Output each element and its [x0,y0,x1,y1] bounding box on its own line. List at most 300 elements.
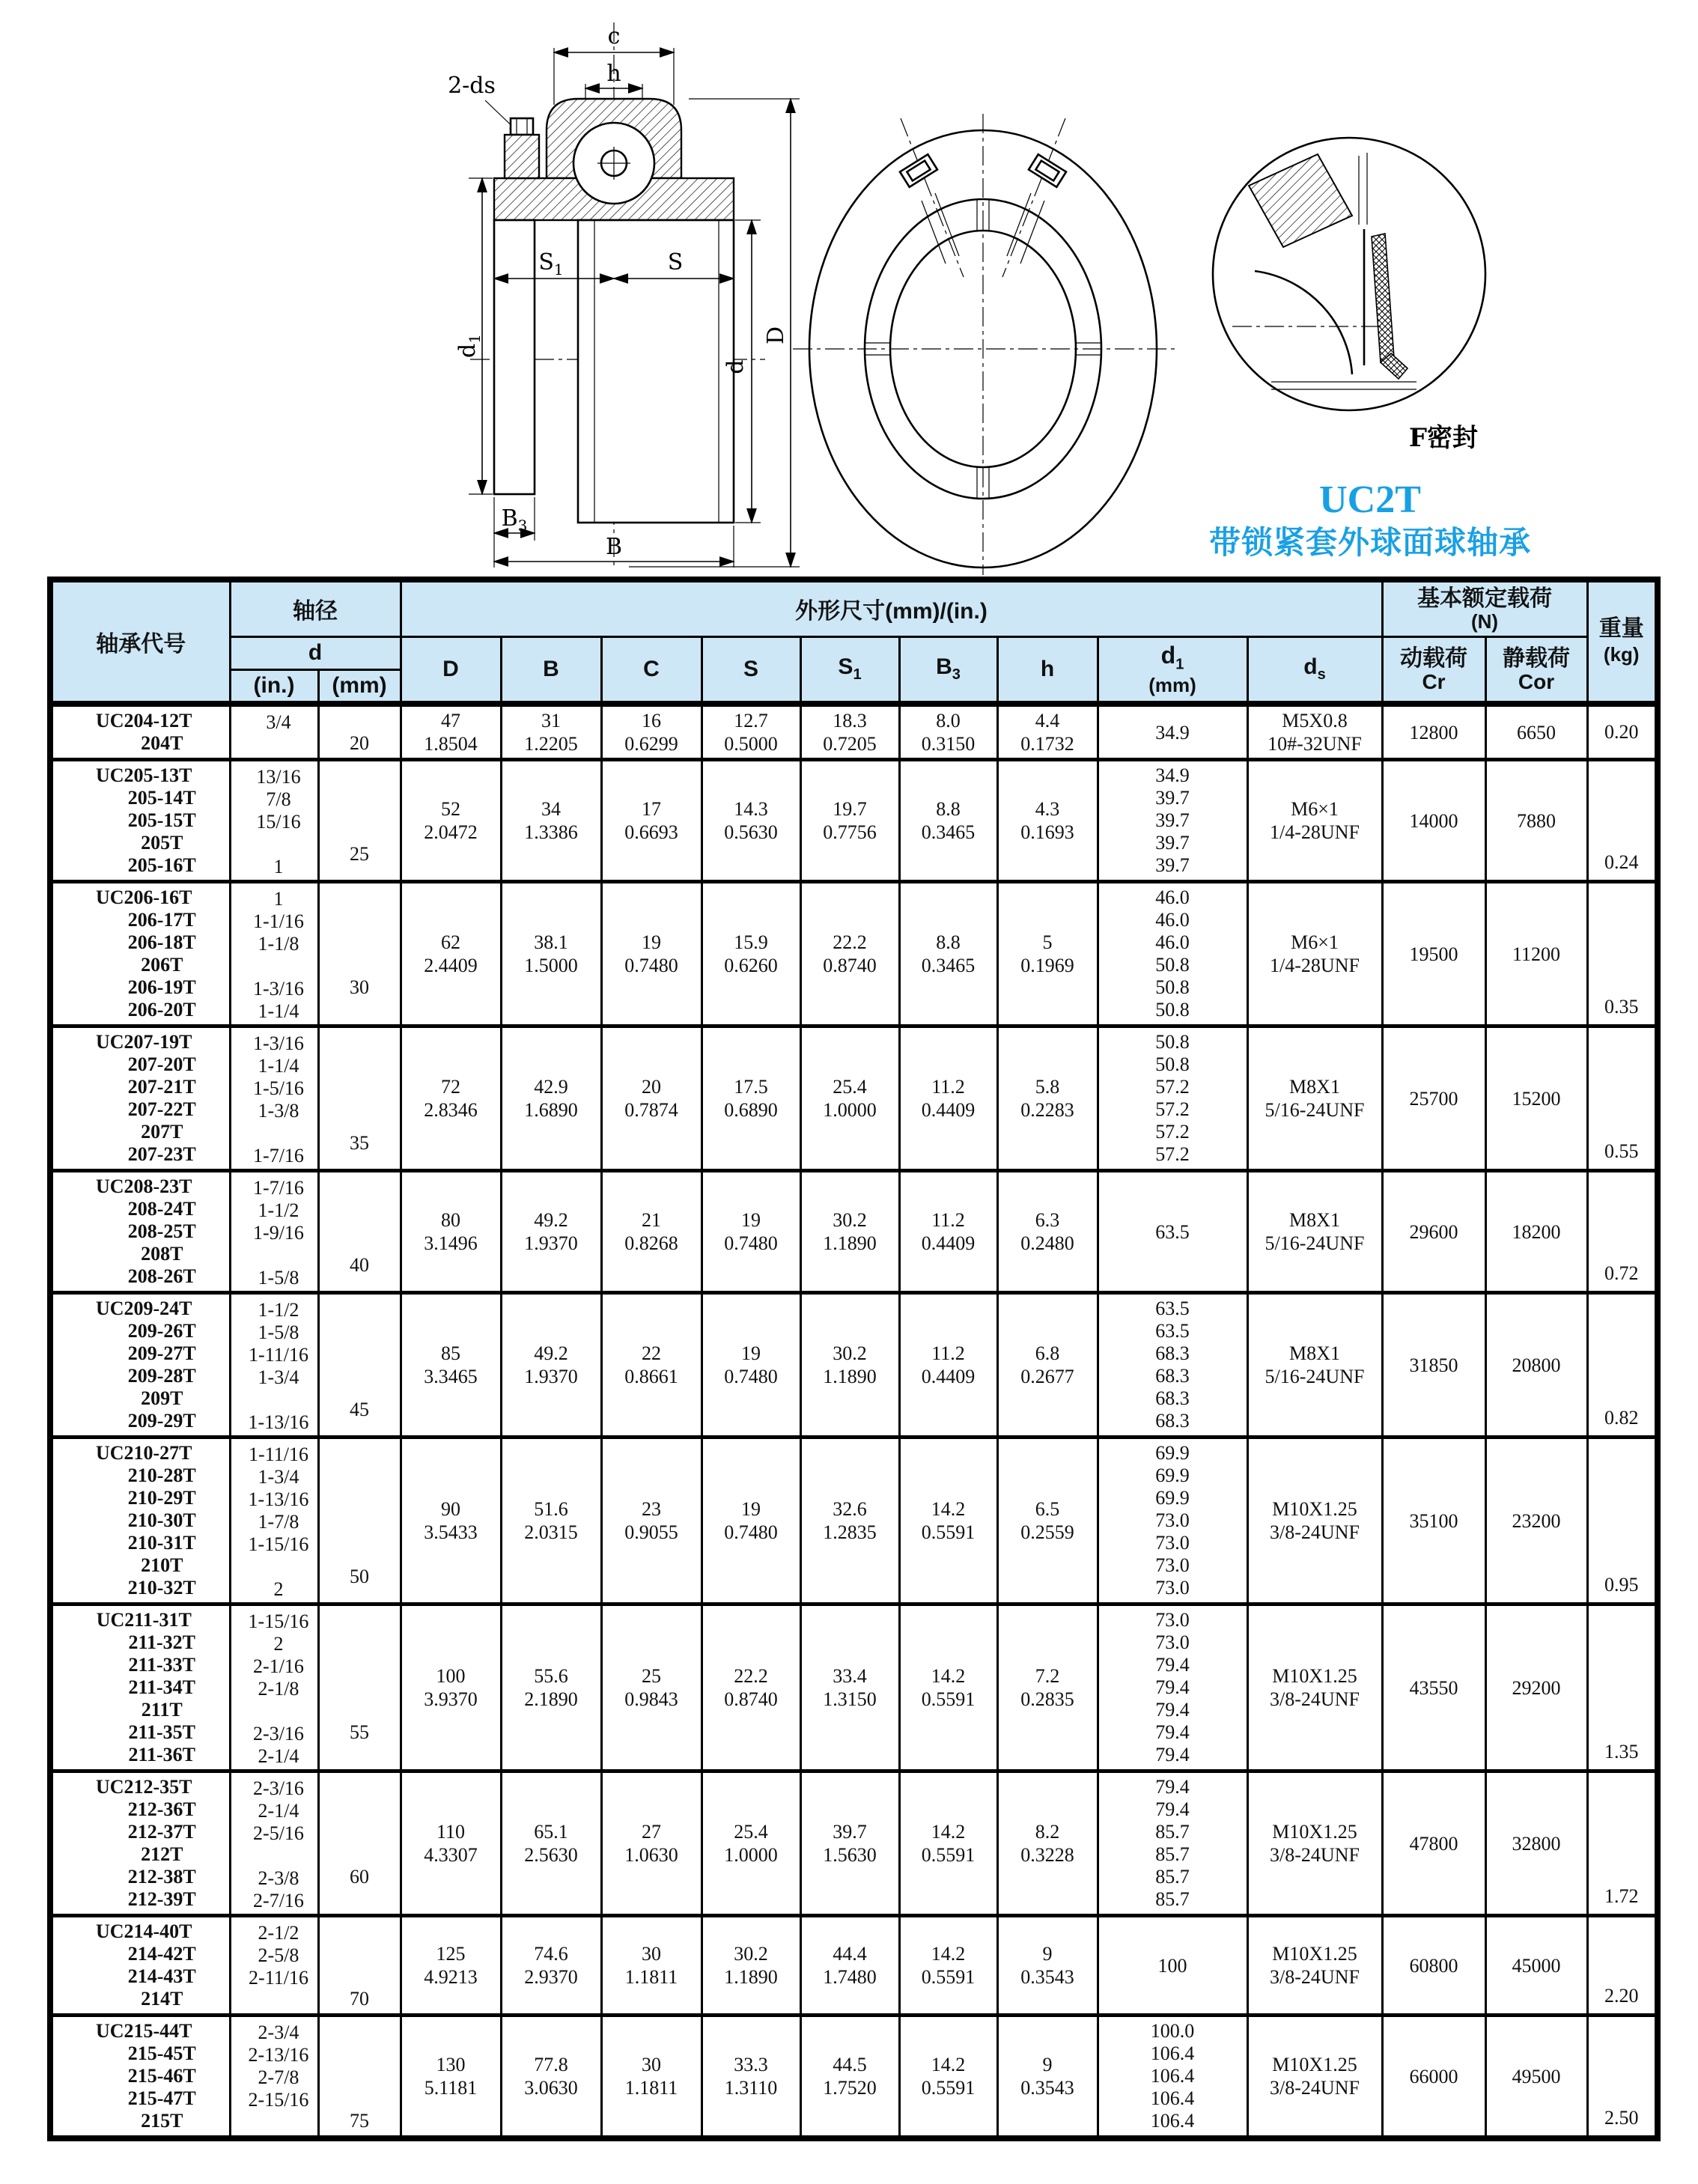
dim-D-value: 62 [441,931,460,953]
static-load-cell [1485,2016,1587,2139]
dynamic-load-cell [1382,882,1485,1026]
dim-h-value: 4.4 [1035,710,1060,731]
dynamic-load-cell [1382,1293,1485,1438]
mm-cell [318,1438,401,1604]
dim-B3-value: 14.2 [931,2054,966,2075]
dim-d1-cell [1098,1293,1247,1438]
dynamic-load-value: 19500 [1409,943,1458,965]
bearing-code: 214-42T [127,1943,196,1965]
static-load-value: 6650 [1517,721,1556,743]
dim-S-value: 22.2 [734,1665,768,1687]
shaft-inch-value: 2-5/16 [253,1822,304,1844]
dim-h-value: 0.3543 [1020,2077,1074,2099]
dynamic-load-value: 47800 [1409,1832,1458,1855]
dim-D-value: 130 [436,2054,466,2075]
dim-d1-cell [1098,2016,1247,2139]
static-load-value: 15200 [1512,1087,1561,1110]
dim-C-value: 1.1811 [624,1966,678,1988]
ball-surface-arc [1255,271,1352,374]
dim-h-value: 5.8 [1035,1076,1060,1098]
detail-caption: F密封 [1408,423,1479,453]
shaft-inch-value [240,1989,317,2012]
ds-thread-cell [1247,882,1382,1026]
weight-cell [1587,1293,1658,1438]
dim-C-cell [601,1171,702,1293]
dim-h-value: 0.1732 [1020,733,1074,755]
col-header-bearing-code: 轴承代号 [50,580,230,704]
dim-d1-value: 50.8 [1155,999,1190,1020]
shaft-inch-value: 1-15/16 [248,1610,309,1632]
dim-C-value: 0.8661 [624,1366,678,1387]
bearing-code: 207-22T [127,1098,196,1120]
table-body [50,704,1658,2138]
static-load-cell [1485,1771,1587,1916]
dim-d1-value: 85.7 [1155,1821,1190,1843]
mm-cell [318,1293,401,1438]
shaft-inch-value: 2-1/4 [258,1800,299,1822]
ds-thread-value: 3/8-24UNF [1270,2077,1360,2099]
dim-d1-value: 85.7 [1155,1866,1190,1888]
col-header-ds: $d_s$ [1247,636,1382,704]
dim-D-cell [401,1171,501,1293]
dim-S1-value: 32.6 [833,1498,867,1520]
dim-d1-value: 106.4 [1150,2042,1195,2064]
dim-d1-value: 79.4 [1155,1798,1190,1820]
shaft-inch-value: 15/16 [256,811,301,833]
dim-B-value: 49.2 [534,1342,568,1364]
ds-thread-value: M10X1.25 [1272,1943,1357,1965]
dim-B3-value: 0.4409 [921,1232,976,1254]
ds-thread-value: M10X1.25 [1272,1665,1357,1687]
ds-thread-value: M8X1 [1289,1076,1340,1098]
shaft-inch-value: 2-7/16 [253,1890,304,1911]
dim-B-value: 38.1 [534,931,568,953]
weight-value: 2.50 [1604,2107,1639,2129]
inch-cell [230,760,318,882]
dim-S-cell [702,1293,800,1438]
dim-B-value: 55.6 [534,1665,568,1687]
code-cell [50,704,230,760]
dim-S-value: 0.7480 [724,1521,778,1543]
dim-C-value: 20 [642,1076,661,1098]
weight-cell [1587,1026,1658,1171]
dim-S1-value: 0.7756 [823,821,877,843]
dim-B-value: 65.1 [534,1821,568,1843]
shaft-mm-value: 40 [350,1254,369,1276]
dim-d1-value: 50.8 [1155,976,1190,998]
shaft-inch-value: 2-1/4 [258,1745,299,1767]
weight-cell [1587,760,1658,882]
dim-C-cell [601,1293,702,1438]
col-header-cr: 动载荷 Cr [1382,636,1485,704]
dim-B-cell [501,704,601,760]
dim-B3-cell [899,1438,997,1604]
weight-cell [1587,1916,1658,2016]
dim-C-value: 16 [642,710,661,731]
dynamic-load-value: 43550 [1409,1676,1458,1699]
dim-D-value: 85 [441,1342,460,1364]
ds-thread-value: M10X1.25 [1272,2054,1357,2075]
ds-thread-cell [1247,1771,1382,1916]
shaft-inch-value [240,955,317,978]
dim-D-cell [401,1771,501,1916]
dim-D-cell [401,1026,501,1171]
dim-D-cell [401,1916,501,2016]
dim-S1-cell [800,704,899,760]
series-title-block [1190,479,1550,562]
shaft-inch-value: 2-3/8 [258,1867,299,1889]
dim-C-value: 0.9843 [624,1688,678,1710]
dim-B-value: 2.9370 [524,1966,578,1988]
mm-cell [318,1604,401,1771]
ds-thread-value: 3/8-24UNF [1270,1688,1360,1710]
dim-h-value: 0.2835 [1020,1688,1074,1710]
dim-d1-value: 85.7 [1155,1888,1190,1910]
shaft-inch-value: 1-7/16 [253,1177,304,1199]
dim-d1-value: 57.2 [1155,1076,1190,1098]
static-load-value: 29200 [1512,1676,1561,1699]
dim-B3-cell [899,1771,997,1916]
dim-B3-value: 0.5591 [921,1966,976,1988]
bearing-code: 210-31T [127,1532,196,1554]
bearing-code: 206-18T [127,931,196,953]
dim-d1-value: 106.4 [1150,2065,1195,2087]
dim-B3-value: 0.5591 [921,1521,976,1543]
dim-S-cell [702,760,800,882]
ds-thread-value: 3/8-24UNF [1270,1521,1360,1543]
dim-d1-value: 46.0 [1155,931,1190,953]
static-load-cell [1485,1171,1587,1293]
shaft-mm-value: 30 [350,976,369,998]
static-load-cell [1485,1438,1587,1604]
ds-thread-value: 5/16-24UNF [1265,1099,1365,1121]
dim-S1-value: 1.3150 [823,1688,877,1710]
shaft-inch-value [240,1845,317,1867]
dim-B-cell [501,1771,601,1916]
bearing-code: 205-15T [127,809,196,831]
bearing-code: 211T [141,1699,183,1721]
bearing-code: 209-26T [127,1320,196,1342]
col-header-B: B [501,636,601,704]
dynamic-load-cell [1382,1771,1485,1916]
dim-S-value: 12.7 [734,710,768,731]
shaft-inch-value: 1-3/16 [253,978,304,1000]
bearing-code: UC212-35T [95,1776,192,1798]
dim-h-value: 0.3543 [1020,1966,1074,1988]
bearing-code: UC207-19T [95,1031,192,1053]
ds-thread-cell [1247,1026,1382,1171]
shaft-mm-value: 70 [350,1988,369,2010]
dim-d1-value: 46.0 [1155,886,1190,908]
weight-cell [1587,1771,1658,1916]
shaft-inch-value: 1-5/16 [253,1077,304,1099]
shaft-inch-value: 1-7/16 [253,1145,304,1166]
dim-S1-cell [800,1438,899,1604]
dim-B-cell [501,2016,601,2139]
mm-cell [318,2016,401,2139]
dim-d1-value: 63.5 [1155,1298,1190,1319]
shaft-inch-value: 1-9/16 [253,1222,304,1244]
shaft-inch-value: 1-13/16 [248,1411,309,1433]
dim-d1-value: 100.0 [1150,2020,1195,2042]
dim-B3-value: 11.2 [931,1076,965,1098]
weight-value: 2.20 [1604,1985,1639,2007]
shaft-mm-value: 50 [350,1566,369,1587]
dim-C-value: 0.8268 [624,1232,678,1254]
dim-S1-cell [800,760,899,882]
bearing-code: 215-46T [127,2065,196,2087]
code-cell [50,1771,230,1916]
dim-d1-cell [1098,1916,1247,2016]
dim-d1-value: 73.0 [1155,1577,1190,1599]
weight-value: 0.20 [1604,721,1639,743]
shaft-inch-value: 13/16 [256,766,301,788]
bearing-code: 207-23T [127,1143,196,1165]
dim-h-value: 6.3 [1035,1209,1060,1231]
dim-d1-value: 46.0 [1155,909,1190,931]
dim-S1-value: 25.4 [833,1076,867,1098]
dim-S1-value: 1.7480 [823,1966,877,1988]
bearing-code: 210-29T [127,1487,196,1509]
dim-B-value: 1.9370 [524,1366,578,1387]
section-view-drawing [314,9,824,572]
dim-d1-value: 50.8 [1155,1053,1190,1075]
dynamic-load-cell [1382,1604,1485,1771]
dim-d1-value: 69.9 [1155,1487,1190,1509]
dim-S1-value: 44.4 [833,1943,867,1965]
shaft-mm-value: 20 [350,732,369,754]
static-load-value: 23200 [1512,1509,1561,1532]
col-header-B3: $B_3$ [899,636,997,704]
dynamic-load-value: 60800 [1409,1954,1458,1977]
table-row [50,1604,1658,1771]
shaft-inch-value: 1-3/16 [253,1032,304,1054]
dim-B-value: 34 [541,798,561,820]
weight-cell [1587,1604,1658,1771]
dim-d1-value: 79.4 [1155,1699,1190,1721]
dim-B-cell [501,760,601,882]
table-row [50,882,1658,1026]
dim-h-value: 8.2 [1035,1821,1060,1843]
dim-S1-cell [800,882,899,1026]
dim-S1-cell [800,1171,899,1293]
dim-S-cell [702,1771,800,1916]
bearing-code: 207T [141,1121,183,1143]
shaft-inch-value: 2-1/2 [258,1922,299,1944]
ds-thread-cell [1247,1171,1382,1293]
ds-thread-value: 1/4-28UNF [1270,821,1360,843]
dim-h-cell [997,760,1098,882]
inch-cell [230,2016,318,2139]
shaft-inch-value [240,2111,317,2134]
shaft-inch-value: 1-7/8 [258,1511,299,1533]
dim-C-value: 0.9055 [624,1521,678,1543]
shaft-inch-value: 2 [273,1578,284,1600]
ds-thread-value: 3/8-24UNF [1270,1966,1360,1988]
dim-B-value: 1.6890 [524,1099,578,1121]
dynamic-load-cell [1382,1438,1485,1604]
dim-B3-cell [899,1026,997,1171]
ds-thread-value: M5X0.8 [1282,710,1348,731]
bearing-code: UC208-23T [95,1175,192,1197]
bearing-code: 207-20T [127,1053,196,1075]
inch-cell [230,882,318,1026]
dim-B-value: 31 [541,710,561,731]
weight-cell [1587,882,1658,1026]
dim-B-value: 3.0630 [524,2077,578,2099]
bearing-code: 215-47T [127,2087,196,2109]
dim-S-value: 33.3 [734,2054,768,2075]
dim-d1-value: 34.9 [1155,764,1190,786]
inch-cell [230,1026,318,1171]
dim-d1-value: 63.5 [1155,1220,1190,1243]
dim-S1-value: 0.7205 [823,733,877,755]
set-screw-body [505,135,539,178]
dim-B-value: 74.6 [534,1943,568,1965]
bearing-code: 212-38T [127,1866,196,1888]
dim-S1-value: 18.3 [833,710,867,731]
bearing-code: UC211-31T [96,1609,192,1631]
dim-S1-cell [800,1026,899,1171]
dim-d1-value: 68.3 [1155,1342,1190,1364]
dim-label-D: D [763,326,789,345]
weight-cell [1587,1171,1658,1293]
dim-d1-value: 34.9 [1155,721,1190,743]
dim-d1-value: 73.0 [1155,1532,1190,1554]
dim-B3-cell [899,1916,997,2016]
table-row [50,704,1658,760]
dim-D-cell [401,1438,501,1604]
dim-label-d1: $d_1$ [454,334,484,358]
dim-B3-value: 14.2 [931,1821,966,1843]
shaft-inch-value: 1-1/2 [258,1299,299,1321]
col-header-dims: 外形尺寸(mm)/(in.) [401,580,1382,636]
dim-d1-value: 73.0 [1155,1631,1190,1653]
dynamic-load-value: 66000 [1409,2065,1458,2087]
dim-B-cell [501,1438,601,1604]
inch-cell [230,1916,318,2016]
shaft-mm-value: 75 [350,2110,369,2132]
shaft-inch-value: 2 [273,1633,284,1655]
dim-C-value: 27 [642,1821,661,1843]
dim-d1-value: 73.0 [1155,1554,1190,1576]
bearing-code: 209T [141,1387,183,1409]
col-header-inch: (in.) [230,669,318,704]
dim-label-s1: $S_1$ [538,249,564,279]
col-header-d1: $d_1$ (mm) [1098,636,1247,704]
dim-d1-cell [1098,882,1247,1026]
dim-B3-cell [899,704,997,760]
static-load-value: 11200 [1512,943,1561,965]
dim-d1-value: 100 [1157,1954,1187,1977]
dim-S-value: 19 [741,1498,761,1520]
dim-S1-value: 30.2 [833,1209,867,1231]
dim-B3-cell [899,1171,997,1293]
shaft-inch-value: 1 [273,888,284,910]
dim-D-cell [401,2016,501,2139]
shaft-inch-value: 1-13/16 [248,1488,309,1510]
ds-thread-cell [1247,704,1382,760]
dim-C-value: 21 [642,1209,661,1231]
dim-S1-value: 1.1890 [823,1366,877,1387]
dynamic-load-value: 35100 [1409,1509,1458,1532]
dim-C-value: 1.0630 [624,1844,678,1866]
dim-C-cell [601,704,702,760]
dim-B3-cell [899,1293,997,1438]
dim-h-value: 0.2283 [1020,1099,1074,1121]
seal-detail-drawing [1205,111,1512,463]
dim-d1-value: 85.7 [1155,1843,1190,1865]
dim-B-cell [501,1171,601,1293]
dim-d1-value: 69.9 [1155,1442,1190,1464]
shaft-inch-value: 1-5/8 [258,1267,299,1289]
dim-C-cell [601,2016,702,2139]
bearing-code: 206-20T [127,999,196,1020]
bearing-code: 205T [141,832,183,854]
code-cell [50,1916,230,2016]
shaft-inch-value [240,1700,317,1723]
mm-cell [318,882,401,1026]
dim-D-value: 52 [441,798,460,820]
dim-d1-value: 79.4 [1155,1776,1190,1798]
dynamic-load-value: 14000 [1409,809,1458,832]
weight-value: 0.55 [1604,1140,1639,1162]
dim-h-value: 6.8 [1035,1342,1060,1364]
dim-C-cell [601,1438,702,1604]
dim-C-value: 19 [642,931,661,953]
weight-value: 0.35 [1604,996,1639,1018]
static-load-value: 18200 [1512,1220,1561,1243]
dim-S-cell [702,1171,800,1293]
ds-thread-value: M6×1 [1291,798,1339,820]
dim-label-s: S [667,249,684,276]
dim-B3-value: 0.5591 [921,2077,976,2099]
dim-C-value: 25 [642,1665,661,1687]
bearing-code: 209-29T [127,1410,196,1432]
dim-d1-value: 79.4 [1155,1744,1190,1765]
static-load-value: 20800 [1512,1354,1561,1376]
dim-S-cell [702,882,800,1026]
dim-D-cell [401,760,501,882]
inch-cell [230,704,318,760]
shaft-inch-value: 2-1/16 [253,1655,304,1677]
dim-h-value: 9 [1042,2054,1053,2075]
seal-lip [1372,234,1394,362]
mm-cell [318,1026,401,1171]
dim-d1-value: 79.4 [1155,1721,1190,1743]
static-load-cell [1485,704,1587,760]
shaft-inch-value: 2-3/16 [253,1777,304,1799]
dynamic-load-value: 29600 [1409,1220,1458,1243]
bearing-code: 210-32T [127,1577,196,1599]
ds-thread-cell [1247,1916,1382,2016]
bearing-spec-table [47,577,1661,2141]
bearing-code: 214T [141,1988,183,2010]
ds-thread-value: M8X1 [1289,1342,1340,1364]
bearing-code: 210-30T [127,1509,196,1531]
dim-d1-value: 68.3 [1155,1410,1190,1432]
dynamic-load-value: 25700 [1409,1087,1458,1110]
weight-value: 0.82 [1604,1407,1639,1429]
ds-thread-cell [1247,1604,1382,1771]
dim-C-value: 23 [642,1498,661,1520]
col-header-h: h [997,636,1098,704]
dim-C-value: 0.6299 [624,733,678,755]
dim-D-value: 90 [441,1498,460,1520]
dim-B-value: 2.5630 [524,1844,578,1866]
dim-S1-cell [800,1916,899,2016]
static-load-cell [1485,1604,1587,1771]
